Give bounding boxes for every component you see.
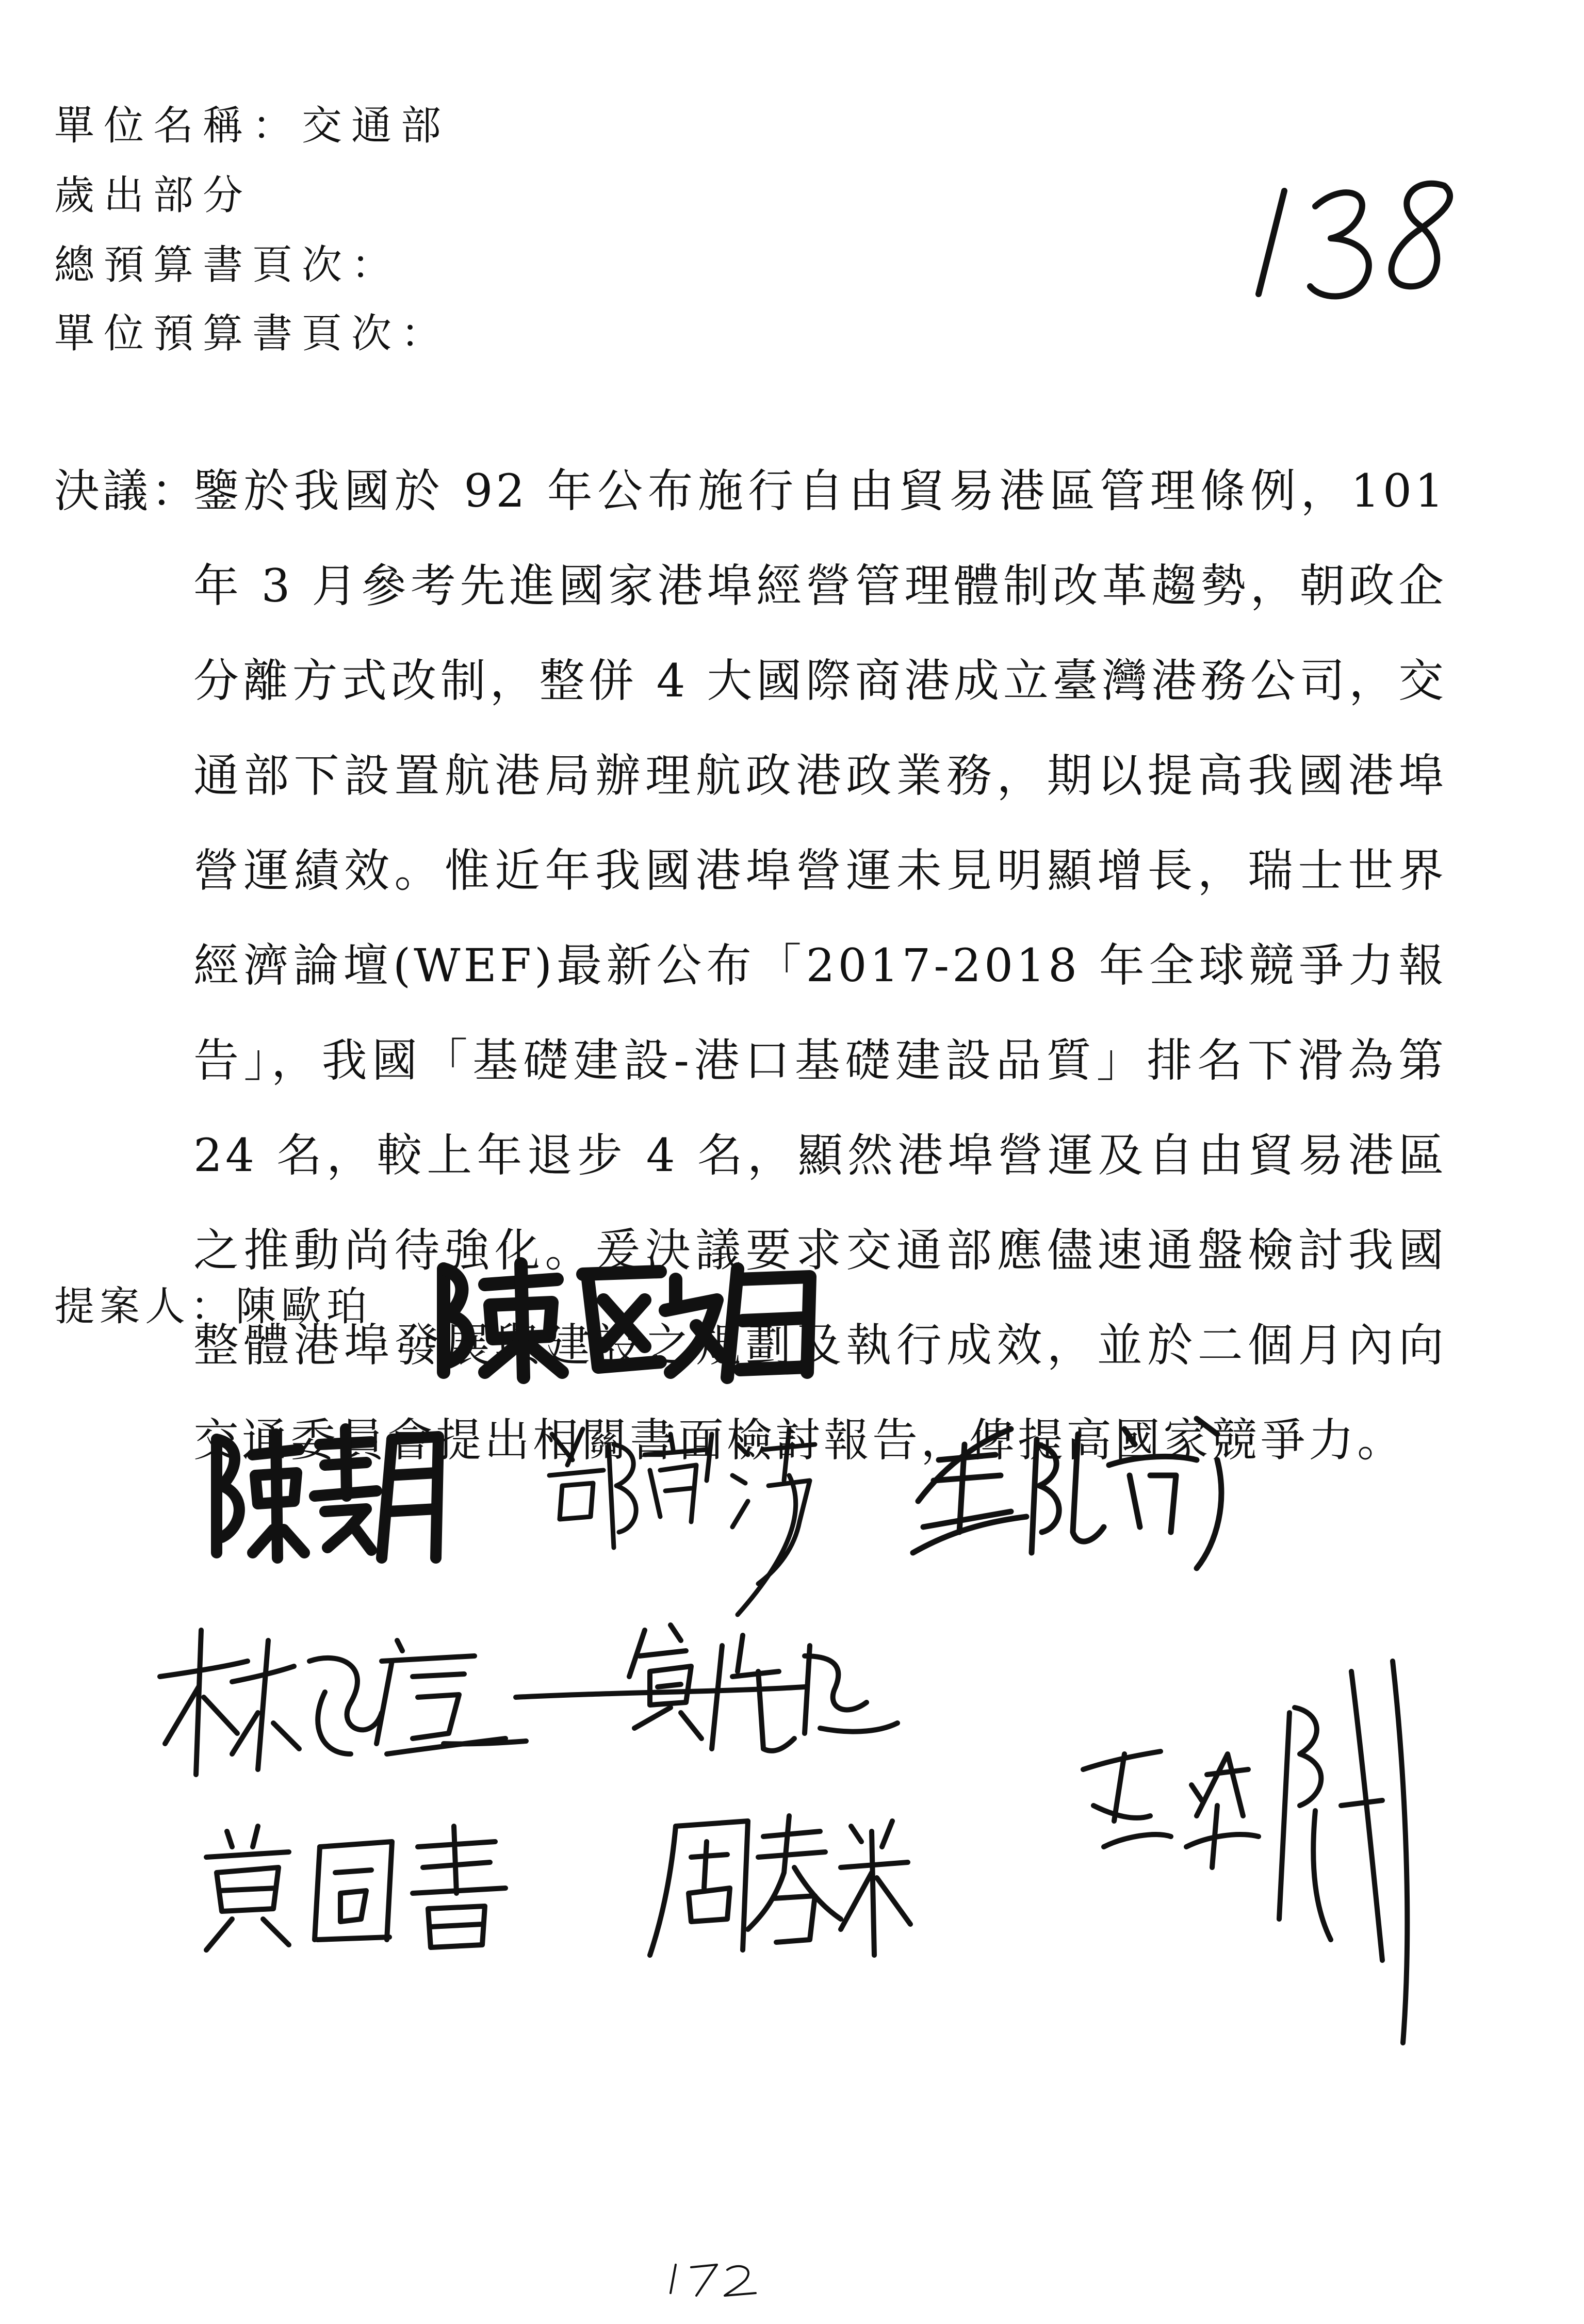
proposer-label: 提案人：陳歐珀	[54, 1283, 372, 1330]
resolution-label: 決議：	[54, 464, 200, 517]
resolution-text: 鑒於我國於 92 年公布施行自由貿易港區管理條例，101 年 3 月參考先進國家港埠經營管理體制改革趨勢，朝政企分離方式改制，整併 4 大國際商港成立臺灣港務公司，交通部下設置航港局辦理航政港政業務，期以提高我國港埠營運績效。惟近年我國港埠營運未見明顯增長，瑞士世界經濟論壇(WEF)最新公布「2017-2018 年全球競爭力報告」，我國「基礎建設-港口基礎建設品質」排名下滑為第 24 名，較上年退步 4 名，顯然港埠營運及自由貿易港區之推動尚待強化。爰決議要求交通部應儘速通盤檢討我國整體港埠發展與建設之規劃及執行成效，並於二個月內向交通委員會提出相關書面檢討報告，俾提高國家競爭力。	[193, 464, 1447, 1467]
signature-huang-kuo-shu	[196, 1816, 526, 1955]
signature-hsu-yung-ming	[516, 1615, 908, 1769]
unit-budget-page: 單位預算書頁次：	[54, 311, 451, 357]
signature-chung-kung-chao	[908, 1398, 1248, 1579]
signature-chiu-yi-ying	[1073, 1651, 1444, 2058]
signature-cheng-pao-ching	[542, 1413, 841, 1620]
signature-lin-tai-hua	[155, 1610, 526, 1780]
page-mark	[660, 2254, 763, 2301]
handwritten-page-number	[1238, 155, 1465, 310]
signature-chou-chun-mi	[645, 1806, 913, 1960]
signature-chen-ou-po	[428, 1248, 830, 1388]
budget-section: 歲出部分	[54, 172, 253, 219]
signature-chen-su-yue	[201, 1419, 454, 1568]
unit-name: 單位名稱：交通部	[54, 103, 451, 149]
total-budget-page: 總預算書頁次：	[54, 242, 401, 288]
